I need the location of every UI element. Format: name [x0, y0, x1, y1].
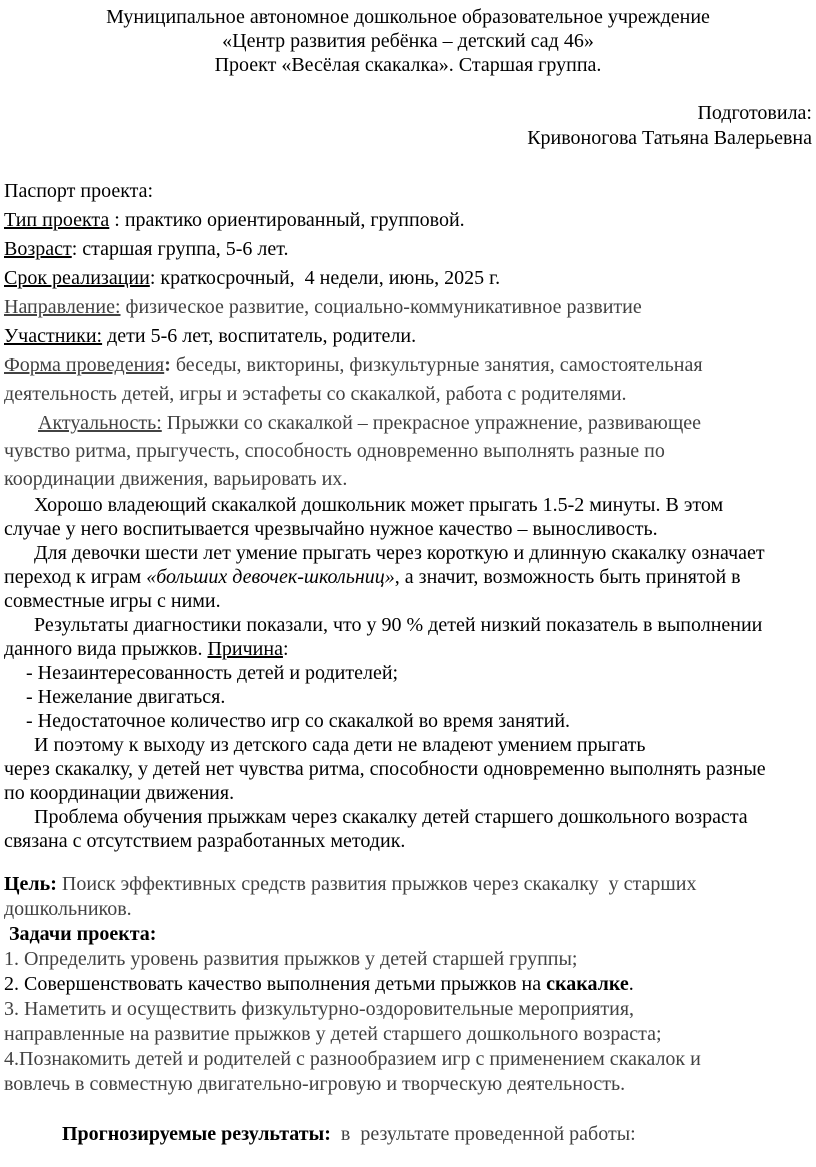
doc-line — [4, 661, 812, 685]
text-segment: в результате проведенной работы: — [330, 1123, 636, 1145]
project-direction — [4, 293, 812, 322]
cause-item-3 — [4, 709, 812, 733]
text-segment: - Незаинтересованность детей и родителей; — [26, 662, 399, 684]
text-segment: 4.Познакомить детей и родителей с разнообразием игр с применением скакалок и — [4, 1048, 701, 1070]
text-segment: : практико ориентированный, групповой. — [109, 209, 465, 231]
doc-line — [4, 437, 812, 465]
doc-line — [4, 493, 812, 517]
doc-line — [4, 922, 812, 947]
text-segment: Проект «Весёлая скакалка». Старшая группа. — [214, 54, 602, 76]
text-segment: Цель: — [4, 873, 57, 895]
text-segment: Задачи проекта: — [4, 923, 157, 945]
text-segment: через скакалку, у детей нет чувства ритма, способности одновременно выполнять разные — [4, 758, 766, 780]
doc-line — [4, 53, 812, 77]
doc-line — [4, 613, 812, 637]
text-segment: Срок реализации — [4, 267, 150, 289]
forecast-paragraph — [4, 1122, 812, 1147]
text-segment: данного вида прыжков. — [4, 638, 208, 660]
girl-paragraph — [4, 541, 812, 613]
text-segment: переход к играм — [4, 566, 147, 588]
task-1 — [4, 947, 812, 972]
text-segment: Прыжки со скакалкой – прекрасное упражнение, развивающее — [161, 412, 701, 434]
text-segment: Поиск эффективных средств развития прыжков через скакалку у старших — [56, 873, 697, 895]
text-segment: совместные игры с ними. — [4, 590, 221, 612]
text-segment: Форма проведения — [4, 354, 165, 376]
text-segment: Результаты диагностики показали, что у 90 % детей низкий показатель в выполнении — [34, 614, 763, 636]
doc-line — [4, 897, 812, 922]
text-segment: Причина — [207, 638, 283, 660]
doc-line — [4, 541, 812, 565]
doc-line — [4, 829, 812, 853]
text-segment: «больших девочек-школьниц» — [146, 566, 395, 588]
project-age — [4, 235, 812, 264]
doc-line — [4, 293, 812, 322]
goal-paragraph — [4, 872, 812, 922]
text-segment: Подготовила: — [697, 102, 812, 124]
doc-line — [4, 757, 812, 781]
text-segment: Паспорт проекта: — [4, 180, 154, 202]
text-segment: «Центр развития ребёнка – детский сад 46» — [222, 30, 594, 52]
text-segment: чувство ритма, прыгучесть, способность одновременно выполнять разные по — [4, 440, 665, 462]
project-form — [4, 351, 812, 409]
doc-line — [4, 517, 812, 541]
cause-item-1 — [4, 661, 812, 685]
endurance-paragraph — [4, 493, 812, 541]
project-type — [4, 206, 812, 235]
doc-line — [4, 1047, 812, 1072]
text-segment: скакалке — [546, 973, 629, 995]
doc-line — [4, 972, 812, 997]
problem-paragraph — [4, 805, 812, 853]
doc-line — [4, 709, 812, 733]
doc-line — [4, 589, 812, 613]
text-segment: Муниципальное автономное дошкольное образовательное учреждение — [106, 6, 710, 28]
text-segment: координации движения, варьировать их. — [4, 468, 348, 490]
doc-line — [4, 733, 812, 757]
text-segment: Направление: — [4, 296, 121, 318]
doc-line — [4, 465, 812, 493]
task-3 — [4, 997, 812, 1047]
text-segment: Тип проекта — [4, 209, 110, 231]
tasks-heading — [4, 922, 812, 947]
doc-line — [4, 997, 812, 1022]
conclusion-paragraph — [4, 733, 812, 805]
doc-line — [4, 101, 812, 126]
doc-line — [4, 177, 812, 206]
text-segment: Кривоногова Татьяна Валерьевна — [527, 127, 812, 149]
text-segment: физическое развитие, социально-коммуникативное развитие — [120, 296, 642, 318]
text-segment: случае у него воспитывается чрезвычайно нужное качество – выносливость. — [4, 518, 658, 540]
doc-line — [4, 1072, 812, 1097]
text-segment: : краткосрочный, 4 недели, июнь, 2025 г. — [149, 267, 501, 289]
doc-line — [4, 126, 812, 151]
doc-line — [4, 351, 812, 380]
text-segment: вовлечь в совместную двигательно-игровую и творческую деятельность. — [4, 1073, 626, 1095]
text-segment: Прогнозируемые результаты: — [62, 1123, 331, 1145]
text-segment: беседы, викторины, физкультурные занятия, самостоятельная — [170, 354, 703, 376]
text-segment: . — [628, 973, 634, 995]
passport-heading — [4, 177, 812, 206]
text-segment: : — [164, 354, 171, 376]
task-2 — [4, 972, 812, 997]
text-segment: И поэтому к выходу из детского сада дети не владеют умением прыгать — [34, 734, 646, 756]
text-segment: направленные на развитие прыжков у детей старшего дошкольного возраста; — [4, 1023, 662, 1045]
doc-title — [4, 5, 812, 77]
doc-line — [4, 1022, 812, 1047]
doc-line — [4, 805, 812, 829]
doc-line — [4, 781, 812, 805]
doc-line — [4, 1122, 812, 1147]
text-segment: : старшая группа, 5-6 лет. — [71, 238, 289, 260]
text-segment: Участники: — [4, 325, 103, 347]
doc-line — [4, 322, 812, 351]
text-segment: Хорошо владеющий скакалкой дошкольник может прыгать 1.5-2 минуты. В этом — [34, 494, 724, 516]
prepared-by — [4, 101, 812, 151]
doc-line — [4, 206, 812, 235]
relevance-paragraph — [4, 409, 812, 493]
cause-item-2 — [4, 685, 812, 709]
doc-line — [4, 235, 812, 264]
text-segment: - Недостаточное количество игр со скакалкой во время занятий. — [26, 710, 571, 732]
diagnostics-paragraph — [4, 613, 812, 661]
task-4 — [4, 1047, 812, 1097]
text-segment: Актуальность: — [38, 412, 162, 434]
text-segment: 3. Наметить и осуществить физкультурно-оздоровительные мероприятия, — [4, 998, 635, 1020]
doc-line — [4, 637, 812, 661]
project-participants — [4, 322, 812, 351]
text-segment: - Нежелание двигаться. — [26, 686, 226, 708]
doc-line — [4, 872, 812, 897]
doc-line — [4, 565, 812, 589]
doc-line — [4, 29, 812, 53]
text-segment: Для девочки шести лет умение прыгать через короткую и длинную скакалку означает — [34, 542, 765, 564]
doc-line — [4, 947, 812, 972]
text-segment: : — [282, 638, 289, 660]
doc-line — [4, 5, 812, 29]
text-segment: связана с отсутствием разработанных методик. — [4, 830, 406, 852]
project-term — [4, 264, 812, 293]
text-segment: 1. Определить уровень развития прыжков у детей старшей группы; — [4, 948, 578, 970]
text-segment: дошкольников. — [4, 898, 132, 920]
text-segment: деятельность детей, игры и эстафеты со скакалкой, работа с родителями. — [4, 383, 627, 405]
doc-line — [4, 685, 812, 709]
text-segment: Проблема обучения прыжкам через скакалку детей старшего дошкольного возраста — [34, 806, 748, 828]
text-segment: 2. Совершенствовать качество выполнения детьми прыжков на — [4, 973, 547, 995]
text-segment: Возраст — [4, 238, 72, 260]
text-segment: , а значит, возможность быть принятой в — [394, 566, 741, 588]
text-segment: дети 5-6 лет, воспитатель, родители. — [102, 325, 417, 347]
text-segment: по координации движения. — [4, 782, 235, 804]
doc-line — [4, 380, 812, 409]
doc-line — [4, 409, 812, 437]
doc-line — [4, 264, 812, 293]
